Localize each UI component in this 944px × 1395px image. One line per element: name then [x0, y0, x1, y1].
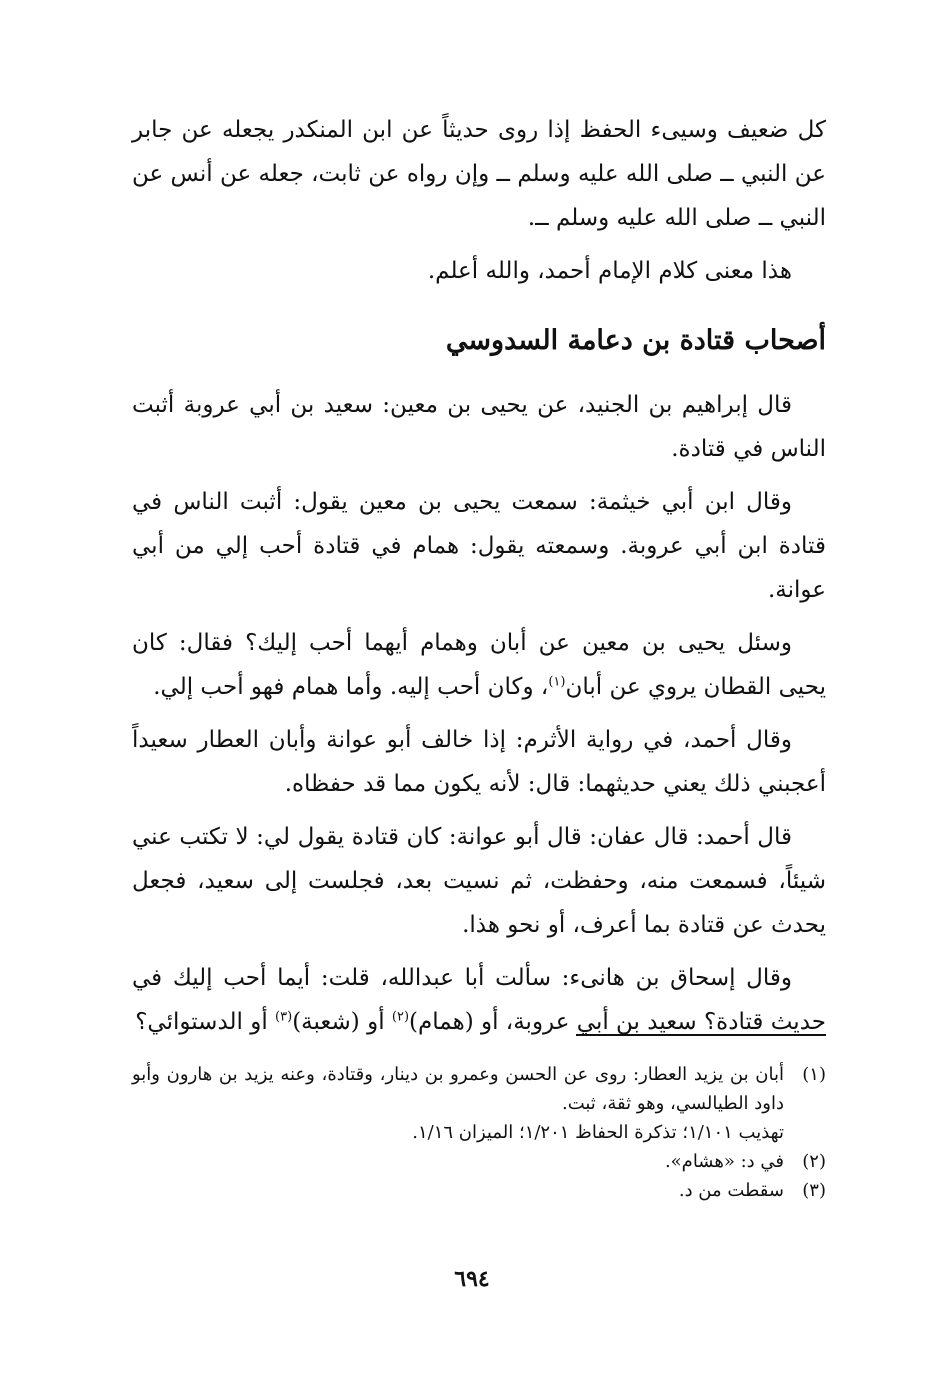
main-text	[132, 108, 826, 1053]
footnote-1-sources: تهذيب ١/١٠١؛ تذكرة الحفاظ ١/٢٠١؛ الميزان ١/١٦.	[412, 1122, 784, 1143]
footnote-ref-2[interactable]: (٢)	[391, 1009, 410, 1025]
page-number: ٦٩٤	[454, 1266, 490, 1292]
paragraph: وقال ابن أبي خيثمة: سمعت يحيى بن معين يقول: أثبت الناس في قتادة ابن أبي عروبة. وسمعته يقول: همام في قتادة أحب إلي من أبي عوانة.	[132, 489, 826, 603]
paragraph	[132, 956, 826, 1044]
footnote-ref-3[interactable]: (٣)	[275, 1009, 293, 1025]
paragraph-continuation: كل ضعيف وسيىء الحفظ إذا روى حديثاً عن ابن المنكدر يجعله عن جابر عن النبي ــ صلى الله عليه وسلم ــ وإن رواه عن ثابت، جعله عن أنس عن النبي ــ صلى الله عليه وسلم ــ.	[132, 117, 826, 231]
section-title: أصحاب قتادة بن دعامة السدوسي	[445, 325, 826, 356]
footnote-text: أبان بن يزيد العطار: روى عن الحسن وعمرو بن دينار، وقتادة، وعنه يزيد بن هارون وأبو داود الطيالسي، وهو ثقة، ثبت.	[132, 1064, 784, 1114]
footnote-1	[132, 1060, 826, 1118]
footnote-text: في د: «هشام».	[664, 1151, 784, 1172]
footnote-number: (٣)	[802, 1180, 826, 1201]
footnotes	[132, 1060, 826, 1205]
paragraph: قال أحمد: قال عفان: قال أبو عوانة: كان قتادة يقول لي: لا تكتب عني شيئاً، فسمعت منه، وحفظت، ثم نسيت بعد، فجلست إلى سعيد، فجعل يحدث عن قتادة بما أعرف، أو نحو هذا.	[132, 824, 826, 938]
paragraph-text: وقال إسحاق بن هانىء: سألت أبا عبدالله، قلت: أيما أحب إليك في حديث قتادة؟ سعيد بن أبي عروبة، أو (همام)	[132, 965, 826, 1035]
paragraph-text: وسئل يحيى بن معين عن أبان وهمام أيهما أحب إليك؟ فقال: كان يحيى القطان يروي عن أبان	[132, 630, 826, 700]
paragraph-text: أو الدستوائي؟	[135, 1009, 276, 1035]
footnote-number: (١)	[802, 1064, 826, 1085]
footnote-number: (٢)	[802, 1151, 826, 1172]
paragraph: وقال أحمد، في رواية الأثرم: إذا خالف أبو عوانة وأبان العطار سعيداً أعجبني ذلك يعني حديثهما: قال: لأنه يكون مما قد حفظاه.	[132, 727, 826, 797]
footnote-3	[132, 1176, 826, 1205]
footnote-text: سقطت من د.	[678, 1180, 784, 1201]
footnote-2	[132, 1147, 826, 1176]
paragraph: قال إبراهيم بن الجنيد، عن يحيى بن معين: سعيد بن أبي عروبة أثبت الناس في قتادة.	[132, 392, 826, 462]
paragraph-text: ، وكان أحب إليه. وأما همام فهو أحب إلي.	[153, 674, 549, 700]
paragraph	[132, 621, 826, 709]
paragraph-text: أو (شعبة)	[292, 1009, 392, 1035]
paragraph-closing-remark: هذا معنى كلام الإمام أحمد، والله أعلم.	[427, 258, 792, 284]
footnote-ref-1[interactable]: (١)	[548, 674, 566, 690]
footnote-divider	[576, 1034, 826, 1036]
